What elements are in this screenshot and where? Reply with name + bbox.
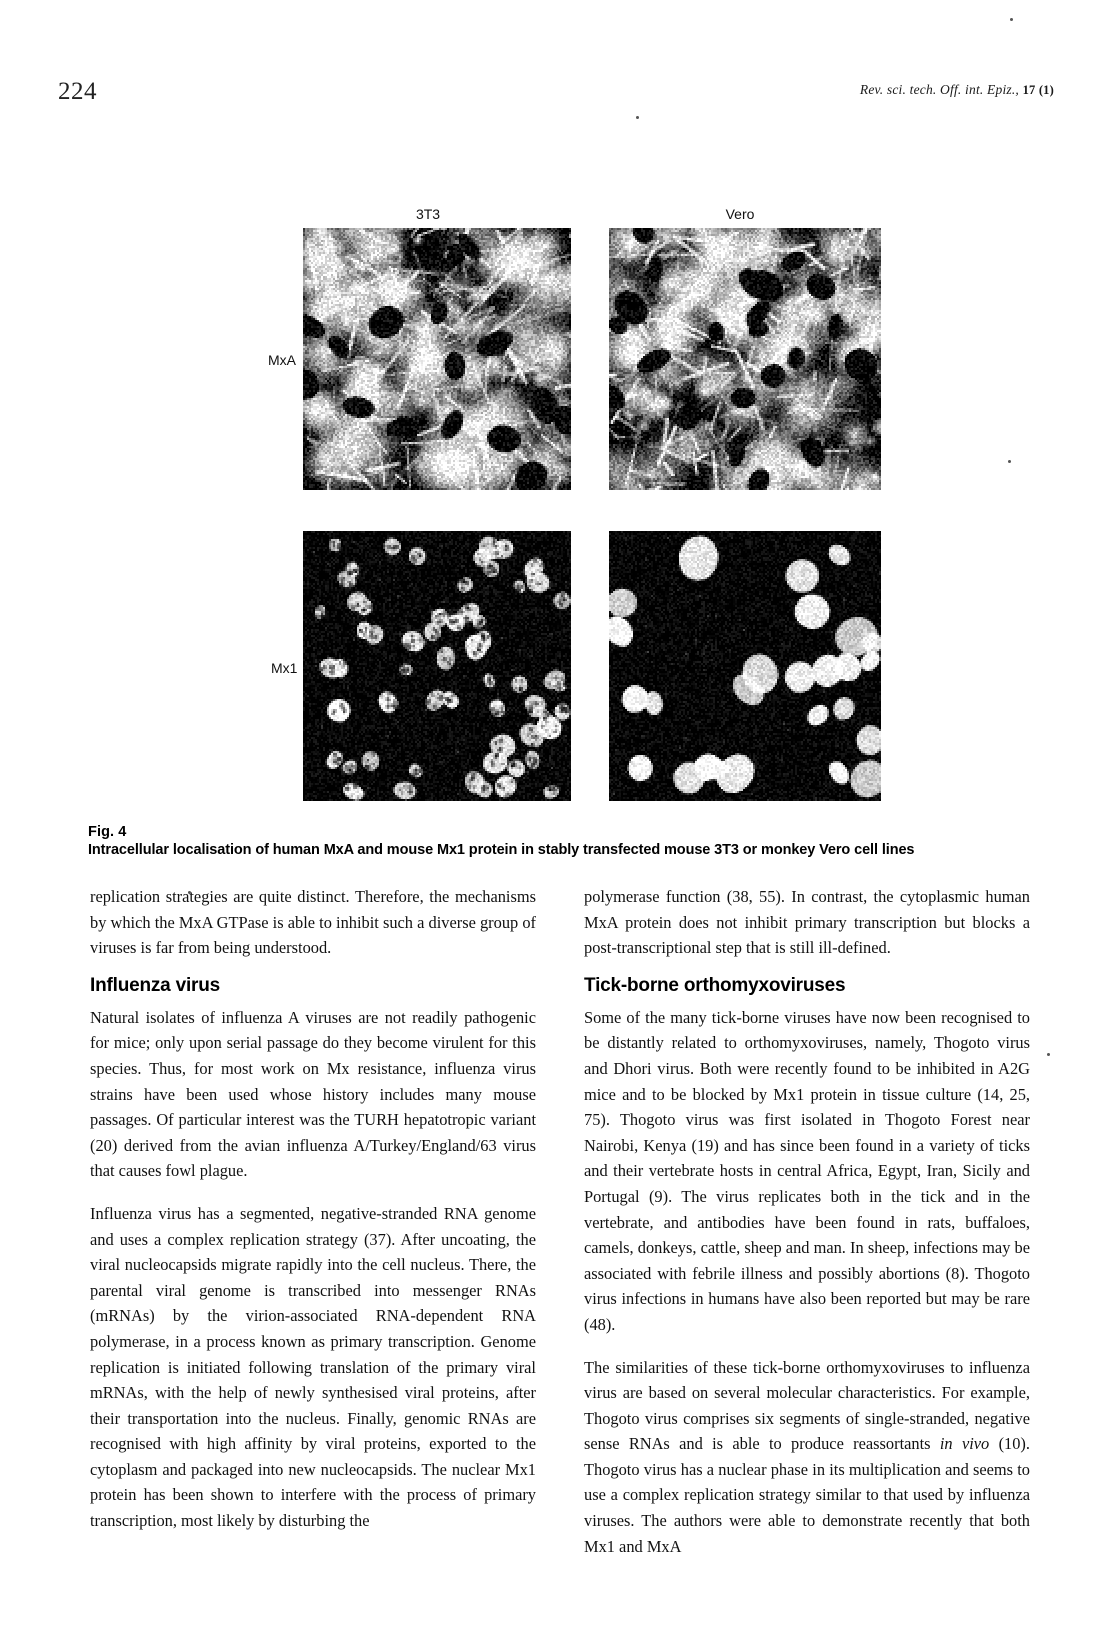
figure-row-label-mx1: Mx1 [271, 660, 298, 676]
right-paragraph-3-part2: (10). Thogoto virus has a nuclear phase in its multiplication and seems to use a complex replication strategy similar to that used by influenza viruses. The authors were able to demonstrate recently that both Mx1 and MxA [584, 1434, 1030, 1556]
right-paragraph-2: Some of the many tick-borne viruses have now been recognised to be distantly related to orthomyxoviruses, namely, Thogoto virus and Dhori virus. Both were recently found to be inhibited in A2G mice and to be blocked by Mx1 protein in tissue culture (14, 25, 75). Thogoto virus was first isolated in Thogoto Forest near Nairobi, Kenya (19) and has since been found in a variety of ticks and their vertebrate hosts in central Africa, Egypt, Iran, Sicily and Portugal (9). The virus replicates both in the tick and in the vertebrate, and antibodies have been found in rats, buffaloes, camels, donkeys, cattle, sheep and man. In sheep, infections may be associated with febrile illness and possibly abortions (8). Thogoto virus infections in humans have also been reported but may be rare (48). [584, 1007, 1030, 1334]
page-speck [1047, 1053, 1050, 1056]
journal-reference-title: Rev. sci. tech. Off. int. Epiz., [859, 82, 1020, 97]
figure-caption-text: Intracellular localisation of human MxA and mouse Mx1 protein in stably transfected mouse 3T3 or monkey Vero cell lines [88, 842, 915, 858]
journal-volume: 17 (1) [1022, 83, 1054, 97]
right-paragraph-3 [584, 1355, 1030, 1560]
left-paragraph-3: Influenza virus has a segmented, negative-stranded RNA genome and uses a complex replication strategy (37). After uncoating, the viral nucleocapsids migrate rapidly into the cell nucleus. There, the parental viral genome is transcribed into messenger RNAs (mRNAs) by the virion-associated RNA-dependent RNA polymerase, in a process known as primary transcription. Genome replication is initiated following translation of the primary viral mRNAs, with the help of newly synthesised viral proteins, after their transportation into the nucleus. Finally, genomic RNAs are recognised with high affinity by viral proteins, exported to the cytoplasm and packaged into new nucleocapsids. The nuclear Mx1 protein has been shown to interfere with the process of primary transcription, most likely by disturbing the [90, 1203, 536, 1531]
micrograph-mx1-3t3 [303, 531, 571, 801]
micrograph-mxa-3t3 [303, 228, 571, 490]
page-number: 224 [58, 78, 97, 105]
journal-reference [860, 82, 1054, 98]
heading-influenza-virus: Influenza virus [90, 974, 221, 996]
figure-row-label-mxa: MxA [268, 352, 296, 368]
page-speck [636, 116, 639, 119]
right-paragraph-3-italic: in vivo [939, 1434, 990, 1454]
right-paragraph-1: polymerase function (38, 55). In contrast, the cytoplasmic human MxA protein does not inhibit primary transcription but blocks a post-transcriptional step that is still ill-defined. [584, 887, 1030, 958]
left-paragraph-2: Natural isolates of influenza A viruses are not readily pathogenic for mice; only upon serial passage do they become virulent for this species. Thus, for most work on Mx resistance, influenza virus strains have been used whose history includes many mouse passages. Of particular interest was the TURH hepatotropic variant (20) derived from the avian influenza A/Turkey/England/63 virus that causes fowl plague. [90, 1007, 536, 1181]
figure-column-label-vero: Vero [725, 206, 755, 222]
micrograph-mxa-vero [609, 228, 881, 490]
heading-tick-borne-orthomyxoviruses: Tick-borne orthomyxoviruses [584, 974, 846, 996]
figure-number: Fig. 4 [88, 824, 127, 840]
left-paragraph-1: replication strategies are quite distinct. Therefore, the mechanisms by which the MxA GTPase is able to inhibit such a diverse group of viruses is far from being understood. [90, 887, 536, 958]
right-paragraph-3-part1: The similarities of these tick-borne orthomyxoviruses to influenza virus are based on several molecular characteristics. For example, Thogoto virus comprises six segments of single-stranded, negative sense RNAs and is able to produce reassortants [584, 1357, 1030, 1454]
figure-caption [88, 824, 1028, 858]
figure-4 [0, 196, 1112, 816]
page-speck [1010, 18, 1013, 21]
right-column [584, 884, 1030, 1576]
body-text [90, 884, 1030, 1576]
figure-column-label-3t3: 3T3 [415, 206, 441, 222]
micrograph-mx1-vero [609, 531, 881, 801]
left-column [90, 884, 536, 1576]
